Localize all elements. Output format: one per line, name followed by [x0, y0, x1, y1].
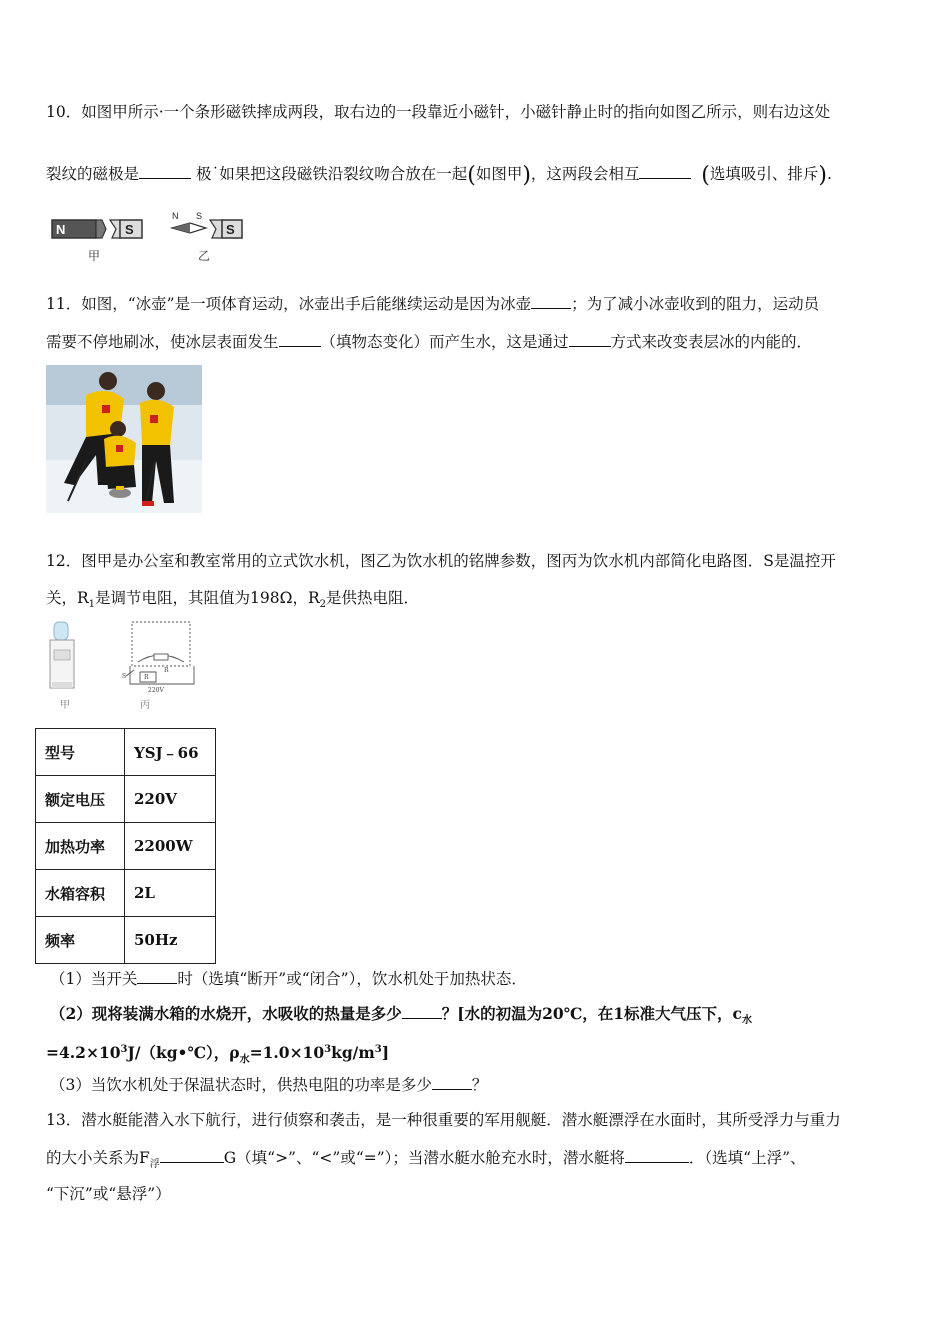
q12-c-text-c: =1.0×10	[249, 1043, 325, 1063]
needle-n-label: N	[172, 211, 179, 221]
q10-paren2-close: )	[818, 163, 827, 188]
q12-c-sub: 水	[239, 1054, 250, 1066]
q12-sub2-sub: 水	[742, 1015, 752, 1027]
q12-blank-power[interactable]	[432, 1075, 472, 1090]
q10-text-2d: ，这两段会相互	[530, 165, 640, 183]
magnet-figures	[50, 210, 250, 266]
circuit-r1-label: R	[144, 674, 149, 681]
q11-text-2b: （填物态变化）而产生水，这是通过	[320, 333, 569, 351]
q12-text-2a: 关，R	[46, 589, 89, 607]
q10-text-2c: 如图甲	[475, 165, 523, 183]
table-row	[36, 870, 216, 917]
curling-photo	[46, 365, 202, 513]
q12-c-sup1: 3	[120, 1044, 128, 1055]
q12-sub3-text-a: （3）当饮水机处于保温状态时，供热电阻的功率是多少	[50, 1076, 432, 1094]
q12-c-text-e: ]	[381, 1043, 390, 1063]
q12-sub2	[50, 1004, 752, 1031]
q12-sub1	[50, 969, 527, 989]
q12-sub1-text-b: 时（选填“断开”或“闭合”），饮水机处于加热状态．	[177, 970, 527, 988]
magnet-crack-right	[110, 220, 120, 238]
table-key: 额定电压	[36, 776, 125, 823]
q12-blank-heat[interactable]	[402, 1004, 442, 1019]
magnet-crack-left	[96, 220, 106, 238]
spec-table	[35, 728, 216, 964]
q10-blank-pole[interactable]	[139, 164, 191, 179]
table-key: 水箱容积	[36, 870, 125, 917]
figure-jia	[52, 220, 142, 263]
table-value: 220V	[125, 776, 216, 823]
q12-sub2-text-b: ？[水的初温为20℃，在1标准大气压下，c	[441, 1004, 742, 1023]
q11-text-2c: 方式来改变表层冰的内能的．	[610, 333, 813, 351]
table-row	[36, 729, 216, 776]
q10-line1	[46, 102, 830, 122]
q12-sub3-text-b: ？	[471, 1076, 488, 1094]
q13-line3	[46, 1184, 171, 1204]
q11-text-1b: ；为了减小冰壶收到的阻力，运动员	[571, 295, 820, 313]
table-key: 频率	[36, 917, 125, 964]
curling-stone-handle	[116, 486, 124, 490]
q10-paren-open: (	[467, 163, 476, 188]
yi-magnet-s-label: S	[226, 222, 235, 237]
table-value: YSJ﹣66	[125, 729, 216, 776]
figure-jia-label: 甲	[88, 249, 101, 263]
needle-s-label: S	[196, 211, 203, 221]
magnet-s-label: S	[125, 222, 134, 237]
circuit-s-label: S	[122, 673, 127, 680]
q13-text-1: 13．潜水艇能潜入水下航行，进行侦察和袭击，是一种很重要的军用舰艇．潜水艇漂浮在水面时，其所受浮力与重力	[46, 1111, 841, 1129]
table-row	[36, 776, 216, 823]
q10-text-2e: 选填吸引、排斥	[709, 165, 819, 183]
q13-blank-motion[interactable]	[625, 1148, 689, 1163]
q10-paren2-open: (	[701, 163, 710, 188]
q13-text-2a: 的大小关系为F	[46, 1149, 150, 1167]
q12-line2	[46, 588, 419, 615]
dispenser-image	[50, 622, 74, 711]
q11-text-1: 11．如图，“冰壶”是一项体育运动，冰壶出手后能继续运动是因为冰壶	[46, 295, 532, 313]
q13-text-2c: ．（选填“上浮”、	[688, 1149, 806, 1167]
q13-blank-compare[interactable]	[160, 1148, 224, 1163]
q12-c-sup2: 3	[324, 1044, 332, 1055]
table-value: 2L	[125, 870, 216, 917]
q12-sub-2: 2	[319, 599, 327, 611]
q10-blank-interaction[interactable]	[639, 164, 691, 179]
figure-yi-label: 乙	[198, 249, 211, 263]
q12-c-text-b: J/（kg•℃），ρ	[127, 1043, 240, 1063]
q11-line1	[46, 294, 819, 314]
q12-c-text-a: =4.2×10	[46, 1043, 121, 1063]
q12-sub2-text-a: （2）现将装满水箱的水烧开，水吸收的热量是多少	[50, 1004, 402, 1023]
q10-line2	[46, 164, 832, 186]
q12-c-sup3: 3	[374, 1044, 382, 1055]
circuit-bing-label: 丙	[140, 700, 150, 711]
q13-line2	[46, 1148, 806, 1175]
circuit-diagram	[122, 622, 194, 711]
q10-text-1: 10．如图甲所示·一个条形磁铁摔成两段，取右边的一段靠近小磁针，小磁针静止时的指向如图乙所示，则右边这处	[46, 103, 831, 121]
table-row	[36, 823, 216, 870]
table-value: 50Hz	[125, 917, 216, 964]
table-key: 加热功率	[36, 823, 125, 870]
q12-sub-1: 1	[88, 599, 96, 611]
table-row	[36, 917, 216, 964]
q10-text-2b: 极˙如果把这段磁铁沿裂纹吻合放在一起	[195, 165, 468, 183]
q11-text-2a: 需要不停地刷冰，使冰层表面发生	[46, 333, 279, 351]
q11-blank-3[interactable]	[569, 332, 611, 347]
q10-text-2a: 裂纹的磁极是	[46, 165, 140, 183]
q11-blank-1[interactable]	[531, 294, 571, 309]
q12-text-1: 12．图甲是办公室和教室常用的立式饮水机，图乙为饮水机的铭牌参数，图丙为饮水机内部简化电路图．S是温控开	[46, 552, 836, 570]
dispenser-jia-label: 甲	[60, 700, 70, 711]
q12-sub2-cont	[46, 1040, 389, 1070]
q12-text-2c: 是供热电阻．	[326, 589, 420, 607]
dispenser-figures	[44, 620, 204, 712]
table-value: 2200W	[125, 823, 216, 870]
q12-sub3	[50, 1075, 487, 1095]
circuit-voltage-label: 220V	[148, 687, 164, 694]
broom-head	[142, 501, 154, 506]
q12-c-text-d: kg/m	[331, 1043, 375, 1063]
q10-text-2f: .	[827, 165, 832, 183]
q12-blank-switch[interactable]	[137, 969, 177, 984]
circuit-r2-label: R	[164, 667, 169, 674]
q12-text-2b: 是调节电阻，其阻值为198Ω，R	[95, 589, 320, 607]
q10-paren-close: )	[522, 163, 531, 188]
magnet-n-label: N	[56, 222, 66, 237]
q12-sub1-text-a: （1）当开关	[50, 970, 138, 988]
q11-blank-2[interactable]	[279, 332, 321, 347]
q13-text-3: “下沉”或“悬浮”）	[46, 1185, 171, 1203]
yi-crack	[210, 220, 222, 238]
q13-line1	[46, 1110, 841, 1130]
figure-yi	[172, 211, 242, 263]
q11-line2	[46, 332, 812, 352]
q12-line1	[46, 551, 836, 571]
table-key: 型号	[36, 729, 125, 776]
q13-sub: 浮	[149, 1159, 160, 1171]
compass-needle-dark	[172, 223, 190, 233]
q13-text-2b: G（填“>”、“<”或“=”）；当潜水艇水舱充水时，潜水艇将	[223, 1149, 625, 1167]
